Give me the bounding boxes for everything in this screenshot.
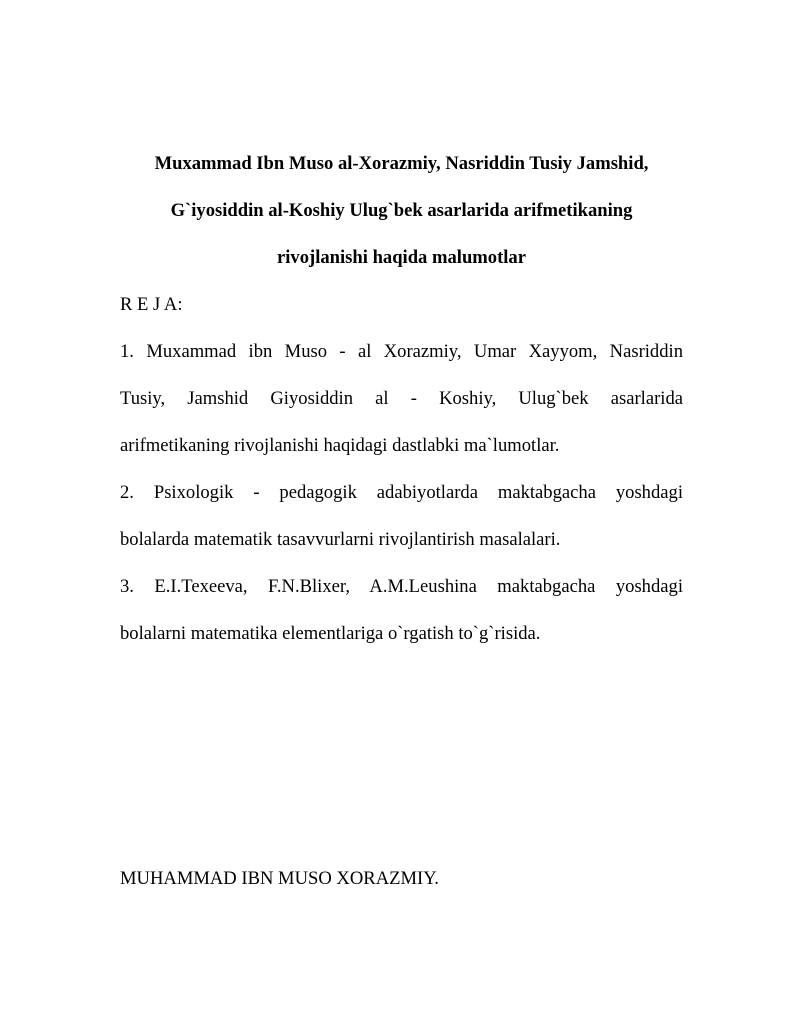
plan-item-2 — [120, 469, 683, 563]
plan-item-line: 2. Psixologik - pedagogik adabiyotlarda maktabgacha yoshdagi — [120, 482, 683, 503]
plan-item-line: bolalarni matematika elementlariga o`rgatish to`g`risida. — [120, 623, 541, 644]
document-page — [120, 140, 683, 657]
title-line: rivojlanishi haqida malumotlar — [277, 247, 526, 268]
plan-item-line: 1. Muxammad ibn Muso - al Xorazmiy, Umar Xayyom, Nasriddin — [120, 341, 683, 362]
plan-item-line: 3. E.I.Texeeva, F.N.Blixer, A.M.Leushina maktabgacha yoshdagi — [120, 576, 683, 597]
plan-item-1 — [120, 328, 683, 469]
plan-item-line: arifmetikaning rivojlanishi haqidagi dastlabki ma`lumotlar. — [120, 435, 560, 456]
title-line: G`iyosiddin al-Koshiy Ulug`bek asarlarida arifmetikaning — [170, 200, 633, 221]
section-heading: MUHAMMAD IBN MUSO XORAZMIY. — [120, 868, 439, 889]
title-line: Muxammad Ibn Muso al-Xorazmiy, Nasriddin Tusiy Jamshid, — [154, 153, 649, 174]
plan-item-3 — [120, 563, 683, 657]
plan-item-line: Tusiy, Jamshid Giyosiddin al - Koshiy, Ulug`bek asarlarida — [120, 388, 683, 409]
plan-item-line: bolalarda matematik tasavvurlarni rivojlantirish masalalari. — [120, 529, 561, 550]
plan-heading: R E J A: — [120, 294, 183, 315]
document-title — [120, 140, 683, 281]
